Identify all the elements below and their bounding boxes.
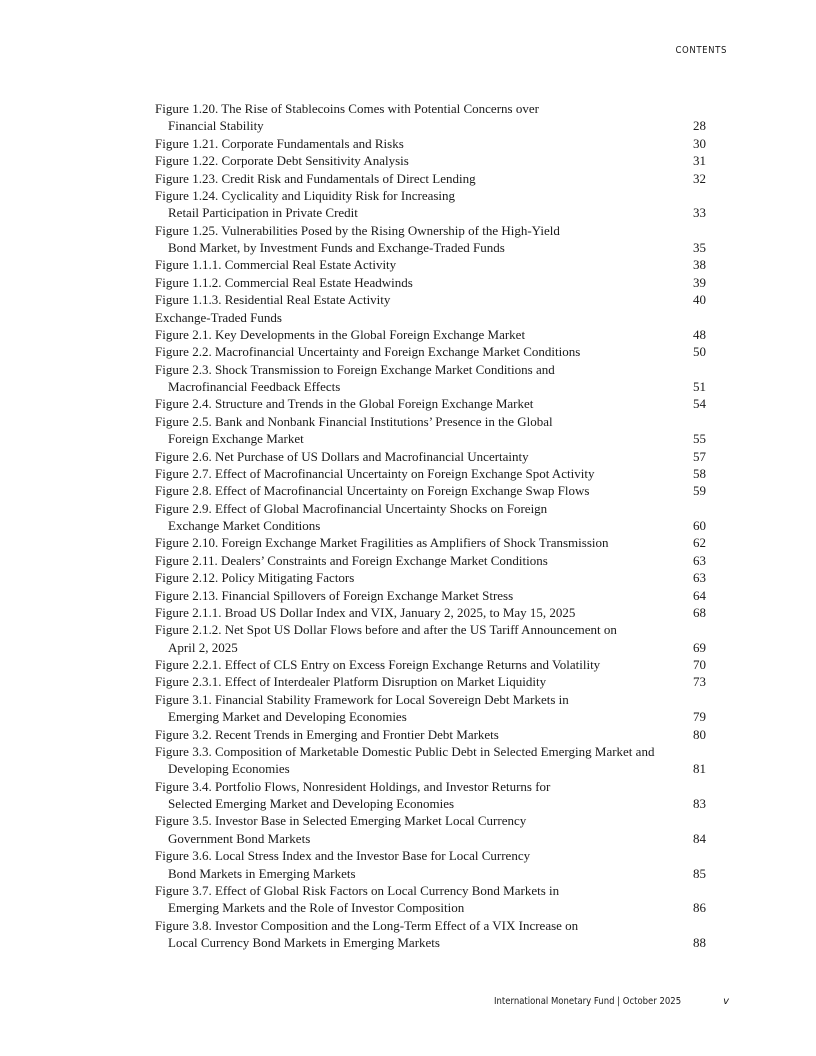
toc-entry-title: Retail Participation in Private Credit <box>168 205 358 221</box>
toc-entry-title: Figure 1.23. Credit Risk and Fundamentals of Direct Lending <box>155 170 476 186</box>
toc-entry-page: 63 <box>693 570 706 586</box>
toc-entry-title: Local Currency Bond Markets in Emerging Markets <box>168 935 440 950</box>
toc-entry[interactable] <box>155 170 706 187</box>
toc-entry[interactable] <box>155 587 706 604</box>
toc-entry-title: Figure 2.11. Dealers’ Constraints and Foreign Exchange Market Conditions <box>155 552 548 568</box>
toc-entry-title: Figure 2.12. Policy Mitigating Factors <box>155 570 355 586</box>
toc-entry-page: 79 <box>693 709 706 725</box>
toc-entry-title: Exchange Market Conditions <box>168 518 321 533</box>
toc-entry-page: 31 <box>693 153 706 169</box>
toc-entry-page: 62 <box>693 535 706 551</box>
toc-entry-page: 40 <box>693 292 706 308</box>
toc-entry-page: 39 <box>693 274 706 290</box>
toc-entry-page: 50 <box>693 344 706 360</box>
toc-entry[interactable] <box>155 847 706 882</box>
toc-entry-title: Figure 2.4. Structure and Trends in the Global Foreign Exchange Market <box>155 396 534 412</box>
toc-entry-page: 64 <box>693 587 706 603</box>
toc-entry[interactable] <box>155 448 706 465</box>
toc-entry-page: 80 <box>693 726 706 742</box>
toc-entry[interactable] <box>155 152 706 169</box>
toc-entry[interactable] <box>155 656 706 673</box>
toc-entry-title: Emerging Markets and the Role of Investor Composition <box>168 900 465 916</box>
toc-entry[interactable] <box>155 482 706 499</box>
toc-entry-page: 35 <box>693 240 706 255</box>
toc-entry-page: 69 <box>693 639 706 655</box>
toc-entry[interactable] <box>155 778 706 813</box>
toc-entry-title: Figure 1.22. Corporate Debt Sensitivity Analysis <box>155 153 409 169</box>
toc-entry[interactable] <box>155 743 706 778</box>
toc-entry[interactable] <box>155 882 706 917</box>
toc-entry-title: Figure 3.1. Financial Stability Framework for Local Sovereign Debt Markets in <box>155 691 569 707</box>
toc-entry-title: Government Bond Markets <box>168 830 311 846</box>
toc-entry-title: Foreign Exchange Market <box>168 431 304 447</box>
toc-entry-title: Selected Emerging Market and Developing Economies <box>168 796 455 811</box>
toc-entry-page: 38 <box>693 257 706 273</box>
toc-entry[interactable] <box>155 552 706 569</box>
toc-entry-page: 84 <box>693 830 706 846</box>
toc-entry-title: Figure 1.21. Corporate Fundamentals and Risks <box>155 135 404 151</box>
toc-entry[interactable] <box>155 222 706 257</box>
toc-entry[interactable] <box>155 569 706 586</box>
toc-entry[interactable] <box>155 604 706 621</box>
toc-entry-page: 83 <box>693 796 706 811</box>
toc-entry-title: Figure 2.1.1. Broad US Dollar Index and VIX, January 2, 2025, to May 15, 2025 <box>155 604 576 620</box>
toc-entry-page: 86 <box>693 900 706 916</box>
toc-entry-title: Figure 2.6. Net Purchase of US Dollars and Macrofinancial Uncertainty <box>155 448 529 464</box>
toc-entry-title: Financial Stability <box>168 118 264 134</box>
toc-entry-page: 73 <box>693 674 706 690</box>
toc-entry[interactable] <box>155 135 706 152</box>
toc-entry-page: 63 <box>693 552 706 568</box>
toc-entry-title: Figure 2.3.1. Effect of Interdealer Platform Disruption on Market Liquidity <box>155 674 547 690</box>
toc-entry-page: 88 <box>693 935 706 950</box>
toc-entry-title: Figure 3.3. Composition of Marketable Domestic Public Debt in Selected Emerging Market and <box>155 743 655 759</box>
toc-entry[interactable] <box>155 256 706 273</box>
toc-entry[interactable] <box>155 465 706 482</box>
toc-entry-title: Macrofinancial Feedback Effects <box>168 379 341 394</box>
toc-entry-title: Figure 2.3. Shock Transmission to Foreign Exchange Market Conditions and <box>155 361 555 377</box>
toc-entry[interactable] <box>155 361 706 396</box>
toc-entry[interactable] <box>155 274 706 291</box>
toc-entry-page: 32 <box>693 170 706 186</box>
toc-entry-title: Figure 2.13. Financial Spillovers of Foreign Exchange Market Stress <box>155 587 514 603</box>
toc-entry-page: 59 <box>693 483 706 499</box>
toc-entry[interactable] <box>155 413 706 448</box>
toc-entry-title: Figure 2.1.2. Net Spot US Dollar Flows before and after the US Tariff Announcement on <box>155 622 617 638</box>
toc-entry-page: 57 <box>693 448 706 464</box>
toc-entry-title: Figure 2.9. Effect of Global Macrofinancial Uncertainty Shocks on Foreign <box>155 500 548 516</box>
toc-entry-page: 81 <box>693 761 706 777</box>
toc-entry-title: Emerging Market and Developing Economies <box>168 709 407 725</box>
toc-entry[interactable] <box>155 291 706 308</box>
toc-entry[interactable] <box>155 726 706 743</box>
toc-entry[interactable] <box>155 812 706 847</box>
toc-entry[interactable] <box>155 395 706 412</box>
toc-entry[interactable] <box>155 534 706 551</box>
toc-entry-title: Figure 2.8. Effect of Macrofinancial Uncertainty on Foreign Exchange Swap Flows <box>155 483 590 499</box>
toc-entry-title: Exchange-Traded Funds <box>155 309 282 325</box>
toc-entry[interactable] <box>155 621 706 656</box>
toc-entry[interactable] <box>155 187 706 222</box>
toc-entry-title: Developing Economies <box>168 761 290 777</box>
toc-entry-page: 55 <box>693 431 706 447</box>
toc-entry-title: Figure 3.2. Recent Trends in Emerging and Frontier Debt Markets <box>155 726 499 742</box>
toc-entry-page: 70 <box>693 657 706 672</box>
toc-entry[interactable] <box>155 100 706 135</box>
toc-entry-title: Figure 3.7. Effect of Global Risk Factors on Local Currency Bond Markets in <box>155 882 560 898</box>
footer-source: International Monetary Fund | October 2025 <box>493 996 681 1007</box>
toc-entry-title: Figure 3.5. Investor Base in Selected Emerging Market Local Currency <box>155 813 527 829</box>
toc-entry-page: 85 <box>693 865 706 881</box>
toc-entry-page: 51 <box>693 379 706 394</box>
toc-entry-title: Bond Markets in Emerging Markets <box>168 865 356 881</box>
toc-entry[interactable] <box>155 691 706 726</box>
toc-entry-title: Bond Market, by Investment Funds and Exchange-Traded Funds <box>168 240 505 255</box>
toc-entry[interactable] <box>155 343 706 360</box>
toc-entry-page: 33 <box>693 205 706 221</box>
toc-entry-page: 48 <box>693 326 706 342</box>
toc-entry[interactable] <box>155 673 706 690</box>
running-header: CONTENTS <box>675 45 727 56</box>
toc-entry-title: Figure 2.7. Effect of Macrofinancial Uncertainty on Foreign Exchange Spot Activity <box>155 465 595 481</box>
toc-entry-page: 28 <box>693 118 706 134</box>
toc-entry-title: Figure 2.2. Macrofinancial Uncertainty and Foreign Exchange Market Conditions <box>155 344 581 360</box>
toc-entry[interactable] <box>155 309 706 326</box>
toc-entry-title: April 2, 2025 <box>168 639 238 655</box>
toc-entry-title: Figure 2.10. Foreign Exchange Market Fragilities as Amplifiers of Shock Transmission <box>155 535 609 551</box>
toc-entry-title: Figure 1.1.2. Commercial Real Estate Headwinds <box>155 274 413 290</box>
toc-entry-title: Figure 1.1.3. Residential Real Estate Activity <box>155 292 391 308</box>
toc-entry-title: Figure 3.6. Local Stress Index and the Investor Base for Local Currency <box>155 848 531 864</box>
toc-entry-page: 68 <box>693 604 706 620</box>
toc-entry-page: 60 <box>693 518 706 533</box>
toc-entry[interactable] <box>155 917 706 952</box>
toc-entry-title: Figure 1.1.1. Commercial Real Estate Activity <box>155 257 397 273</box>
toc-entry[interactable] <box>155 500 706 535</box>
toc-entry-title: Figure 1.24. Cyclicality and Liquidity Risk for Increasing <box>155 187 456 203</box>
toc-entry-page: 58 <box>693 465 706 481</box>
toc-entry-title: Figure 3.8. Investor Composition and the Long-Term Effect of a VIX Increase on <box>155 917 579 933</box>
toc-entry-title: Figure 2.5. Bank and Nonbank Financial Institutions’ Presence in the Global <box>155 413 553 429</box>
toc-entry-title: Figure 1.20. The Rise of Stablecoins Comes with Potential Concerns over <box>155 101 539 116</box>
toc-entry-title: Figure 1.25. Vulnerabilities Posed by the Rising Ownership of the High-Yield <box>155 222 560 238</box>
list-of-figures <box>155 100 706 951</box>
toc-entry-title: Figure 2.2.1. Effect of CLS Entry on Excess Foreign Exchange Returns and Volatility <box>155 657 601 672</box>
toc-entry[interactable] <box>155 326 706 343</box>
toc-entry-title: Figure 3.4. Portfolio Flows, Nonresident Holdings, and Investor Returns for <box>155 778 551 794</box>
toc-entry-title: Figure 2.1. Key Developments in the Global Foreign Exchange Market <box>155 326 526 342</box>
toc-entry-page: 30 <box>693 135 706 151</box>
footer-page-number: v <box>723 996 729 1007</box>
toc-entry-page: 54 <box>693 396 706 412</box>
